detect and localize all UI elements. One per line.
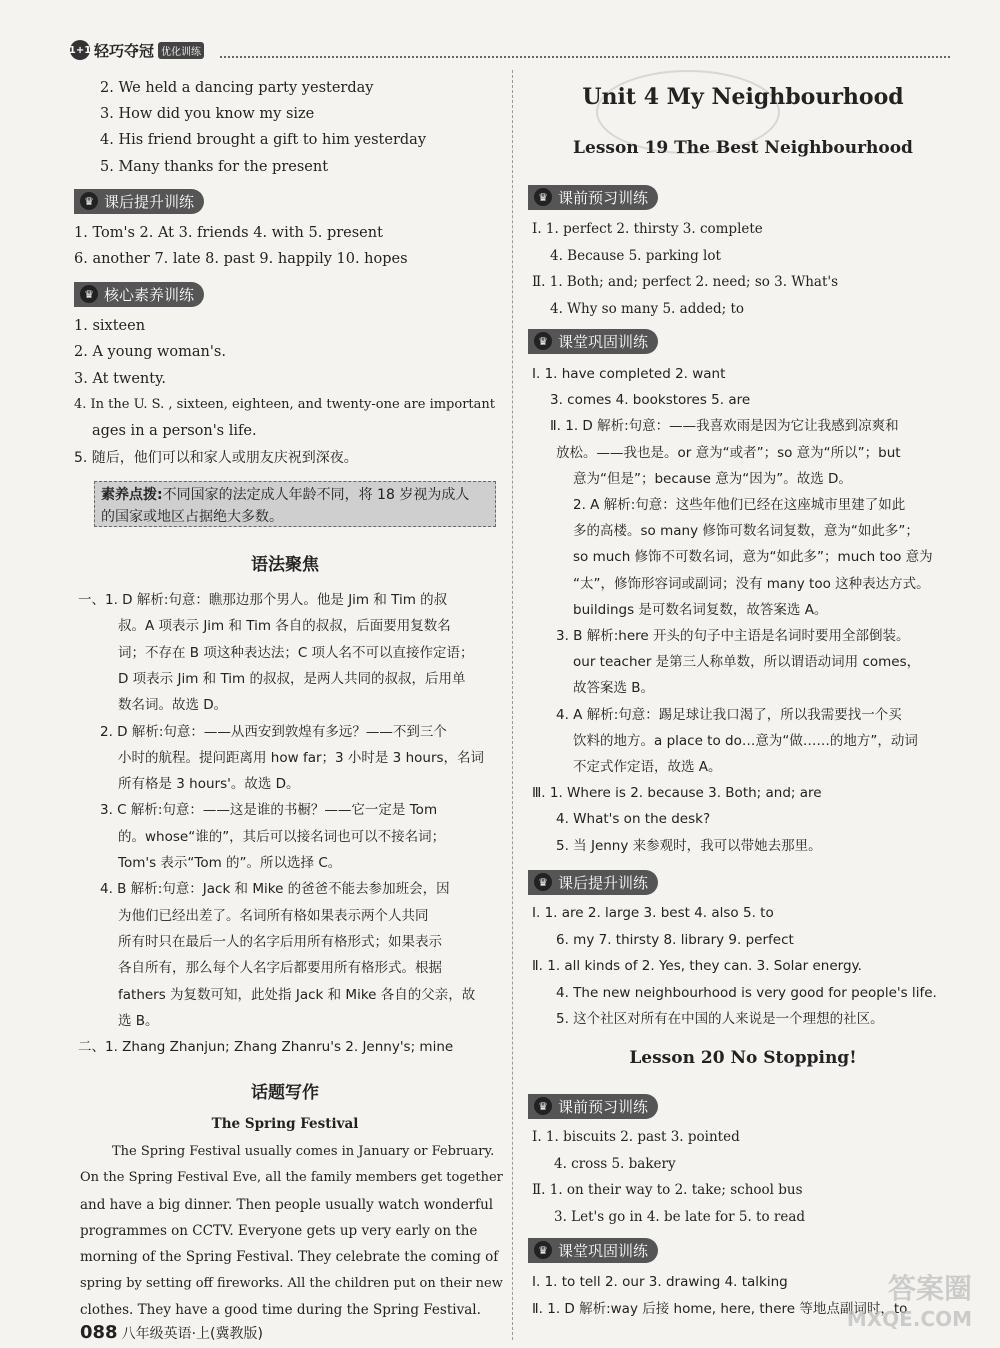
section-header [528, 870, 658, 894]
answer-line: 意为“但是”；because 意为“因为”。故选 D。 [573, 470, 852, 487]
answer-line: and have a big dinner. Then people usually watch wonderful [80, 1196, 494, 1213]
crown-icon: ♛ [534, 1097, 552, 1115]
answer-line: Ⅱ. 1. on their way to 2. take; school bus [532, 1182, 803, 1198]
watermark-text: 答案圈 [887, 1272, 972, 1305]
answer-line: “太”，修饰形容词或副词；没有 many too 这种表达方式。 [573, 575, 930, 592]
answer-line: Tom's 表示“Tom 的”。所以选择 C。 [118, 855, 342, 871]
watermark-url: MXQE.COM [846, 1307, 972, 1331]
answer-line: 3. At twenty. [74, 371, 166, 387]
answer-line: 4. Because 5. parking lot [550, 247, 721, 264]
page-number: 088 [80, 1322, 118, 1343]
brand-sub: 优化训练 [158, 42, 204, 59]
logo-badge: 1+1 [70, 40, 90, 60]
answer-line: 2. A 解析:句意：这些年他们已经在这座城市里建了如此 [573, 497, 906, 513]
answer-line: clothes. They have a good time during the Spring Festival. [80, 1301, 481, 1318]
answer-line: 3. comes 4. bookstores 5. are [550, 392, 751, 409]
unit-title: Unit 4 My Neighbourhood [582, 84, 904, 110]
tip-label: 素养点拨: [101, 487, 163, 503]
answer-line: 3. B 解析:here 开头的句子中主语是名词时要用全部倒装。 [556, 628, 910, 644]
page-header [70, 38, 950, 64]
answer-line: ages in a person's life. [92, 423, 257, 439]
answer-line: 一、1. D 解析:句意：瞧那边那个男人。他是 Jim 和 Tim 的叔 [78, 592, 448, 608]
answer-line: 4. The new neighbourhood is very good for people's life. [556, 984, 937, 1001]
section-header [74, 189, 204, 213]
tip-text: 不同国家的法定成人年龄不同，将 18 岁视为成人 [162, 487, 470, 503]
answer-line: 选 B。 [118, 1012, 159, 1029]
answer-line: so much 修饰不可数名词，意为“如此多”；much too 意为 [573, 549, 933, 566]
answer-line: Ⅰ. 1. have completed 2. want [532, 366, 726, 382]
answer-line: D 项表示 Jim 和 Tim 的叔叔，是两人共同的叔叔，后用单 [118, 670, 466, 687]
answer-line: 的。whose“谁的”，其后可以接名词也可以不接名词； [118, 828, 446, 845]
answer-line: 所有时只在最后一人的名字后用所有格形式；如果表示 [118, 933, 442, 950]
answer-line: 3. How did you know my size [100, 106, 315, 122]
answer-line: fathers 为复数可知，此处指 Jack 和 Mike 各自的父亲，故 [118, 986, 476, 1003]
answer-line: 1. Tom's 2. At 3. friends 4. with 5. present [74, 225, 383, 241]
answer-line: 5. Many thanks for the present [100, 159, 329, 175]
answer-line: On the Spring Festival Eve, all the family members get together [80, 1170, 503, 1186]
section-header [528, 329, 658, 353]
answer-line: 4. B 解析:句意：Jack 和 Mike 的爸爸不能去参加班会，因 [100, 881, 450, 898]
section-title: 核心素养训练 [104, 285, 195, 304]
crown-icon: ♛ [80, 192, 98, 210]
crown-icon: ♛ [534, 1241, 552, 1259]
answer-line: 4. Why so many 5. added; to [550, 300, 744, 317]
answer-line: programmes on CCTV. Everyone gets up very early on the [80, 1222, 478, 1239]
answer-line: 4. cross 5. bakery [554, 1155, 676, 1172]
writing-title: 话题写作 [251, 1083, 319, 1103]
answer-line: 4. In the U. S. , sixteen, eighteen, and twenty-one are important [74, 397, 495, 412]
column-divider [512, 70, 513, 1340]
answer-line: Ⅰ. 1. perfect 2. thirsty 3. complete [532, 221, 763, 237]
section-title: 课堂巩固训练 [558, 1241, 649, 1260]
brand-name: 轻巧夺冠 [94, 41, 155, 60]
watermark [847, 1274, 972, 1334]
answer-line: 不定式作定语，故选 A。 [573, 759, 722, 775]
book-title: 八年级英语·上(冀教版) [121, 1326, 263, 1342]
answer-line: Ⅱ. 1. Both; and; perfect 2. need; so 3. What's [532, 274, 839, 290]
grammar-title: 语法聚焦 [251, 555, 319, 575]
header-divider [220, 56, 950, 58]
lesson-19-title: Lesson 19 The Best Neighbourhood [573, 138, 913, 158]
crown-icon: ♛ [80, 285, 98, 303]
section-title: 课后提升训练 [558, 873, 649, 892]
tip-box [94, 481, 496, 527]
answer-line: our teacher 是第三人称单数，所以谓语动词用 comes， [573, 654, 921, 671]
answer-line: 词；不存在 B 项这种表达法；C 项人名不可以直接作定语； [118, 644, 474, 661]
answer-line: 故答案选 B。 [573, 680, 655, 697]
tip-text-2: 的国家或地区占据绝大多数。 [101, 509, 283, 525]
section-title: 课堂巩固训练 [558, 332, 649, 351]
section-header [528, 1238, 658, 1262]
answer-line: 6. my 7. thirsty 8. library 9. perfect [556, 931, 794, 948]
answer-line: Ⅱ. 1. D 解析:句意：——我喜欢雨是因为它让我感到凉爽和 [550, 418, 899, 435]
answer-line: 二、1. Zhang Zhanjun; Zhang Zhanru's 2. Jenny's; mine [78, 1039, 454, 1056]
answer-line: The Spring Festival usually comes in January or February. [112, 1144, 495, 1159]
crown-icon: ♛ [534, 873, 552, 891]
answer-line: 多的高楼。so many 修饰可数名词复数，意为“如此多”； [573, 523, 919, 540]
answer-line: 3. C 解析:句意：——这是谁的书橱？——它一定是 Tom [100, 802, 438, 819]
crown-icon: ♛ [534, 332, 552, 350]
answer-line: 2. A young woman's. [74, 344, 226, 360]
section-title: 课后提升训练 [104, 192, 195, 211]
section-header [74, 282, 204, 306]
section-header [528, 185, 658, 209]
answer-line: 饮料的地方。a place to do…意为“做……的地方”，动词 [573, 732, 918, 749]
answer-line: 小时的航程。提问距离用 how far；3 小时是 3 hours，名词 [118, 749, 485, 766]
answer-line: Ⅰ. 1. biscuits 2. past 3. pointed [532, 1129, 740, 1145]
answer-line: 所有格是 3 hours'。故选 D。 [118, 776, 300, 793]
answer-line: 1. sixteen [74, 318, 146, 334]
answer-line: 4. A 解析:句意：踢足球让我口渴了，所以我需要找一个买 [556, 706, 902, 723]
answer-line: 数名词。故选 D。 [118, 697, 228, 714]
answer-line: buildings 是可数名词复数，故答案选 A。 [573, 601, 828, 618]
page-footer [80, 1322, 263, 1343]
answer-line: spring by setting off fireworks. All the children put on their new [80, 1275, 503, 1291]
answer-line: 2. We held a dancing party yesterday [100, 80, 374, 96]
answer-line: 3. Let's go in 4. be late for 5. to read [554, 1208, 806, 1225]
answer-line: 4. What's on the desk? [556, 811, 711, 828]
essay-title: The Spring Festival [211, 1116, 359, 1132]
section-title: 课前预习训练 [558, 1097, 649, 1116]
answer-line: Ⅰ. 1. are 2. large 3. best 4. also 5. to [532, 905, 774, 921]
answer-line: Ⅰ. 1. to tell 2. our 3. drawing 4. talking [532, 1274, 788, 1290]
answer-line: 6. another 7. late 8. past 9. happily 10. hopes [74, 251, 408, 267]
answer-line: 5. 当 Jenny 来参观时，我可以带她去那里。 [556, 837, 822, 854]
answer-line: 5. 随后，他们可以和家人或朋友庆祝到深夜。 [74, 450, 358, 466]
answer-line: 5. 这个社区对所有在中国的人来说是一个理想的社区。 [556, 1011, 884, 1027]
answer-line: morning of the Spring Festival. They celebrate the coming of [80, 1249, 499, 1266]
answer-line: Ⅱ. 1. D 解析:way 后接 home, here, there 等地点副词时，to [532, 1300, 908, 1317]
answer-line: 叔。A 项表示 Jim 和 Tim 各自的叔叔，后面要用复数名 [118, 618, 451, 635]
section-title: 课前预习训练 [558, 188, 649, 207]
answer-line: 为他们已经出差了。名词所有格如果表示两个人共同 [118, 907, 429, 924]
answer-line: 2. D 解析:句意：——从西安到敦煌有多远？——不到三个 [100, 723, 447, 740]
lesson-20-title: Lesson 20 No Stopping! [629, 1048, 857, 1068]
answer-line: 放松。——我也是。or 意为“或者”；so 意为“所以”；but [556, 444, 901, 461]
answer-line: 各自所有，那么每个人名字后都要用所有格形式。根据 [118, 960, 442, 977]
answer-line: Ⅲ. 1. Where is 2. because 3. Both; and; are [532, 785, 822, 802]
answer-line: 4. His friend brought a gift to him yesterday [100, 132, 427, 148]
brand-logo [70, 38, 204, 62]
crown-icon: ♛ [534, 188, 552, 206]
section-header [528, 1094, 658, 1118]
answer-line: Ⅱ. 1. all kinds of 2. Yes, they can. 3. Solar energy. [532, 958, 862, 974]
